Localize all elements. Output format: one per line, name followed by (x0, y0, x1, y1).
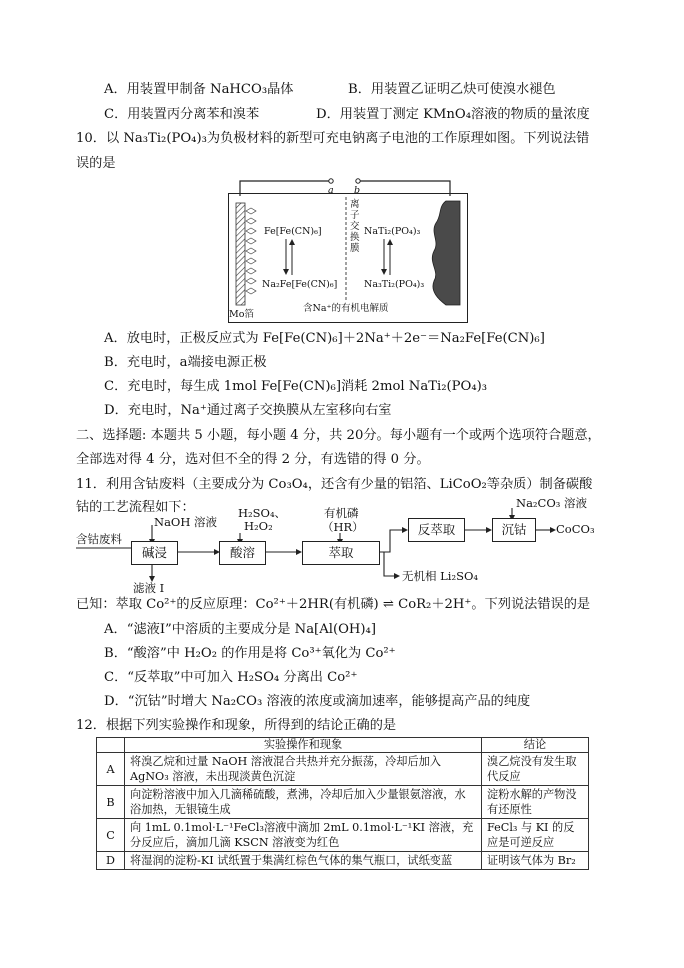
experiment-table (96, 737, 589, 870)
row-conclusion: 溴乙烷没有发生取代反应 (482, 753, 589, 786)
row-conclusion: 证明该气体为 Br₂ (482, 852, 589, 870)
q10-option-a: A．放电时，正极反应式为 Fe[Fe(CN)₆]＋2Na⁺＋2e⁻＝Na₂Fe[Fe(CN)₆] (104, 331, 545, 346)
membrane-char-3: 交 (350, 221, 360, 232)
row-operation: 将溴乙烷和过量 NaOH 溶液混合共热并充分振荡，冷却后加入AgNO₃ 溶液，未出现淡黄色沉淀 (125, 753, 482, 786)
q11-option-a: A．“滤液Ⅰ”中溶质的主要成分是 Na[Al(OH)₄] (104, 622, 376, 637)
left-bottom-species: Na₂Fe[Fe(CN)₆] (262, 279, 338, 290)
electrode-label: Mo箔 (229, 309, 254, 320)
left-top-species: Fe[Fe(CN)₆] (264, 226, 322, 237)
header-operation: 实验操作和现象 (125, 738, 482, 753)
section-heading-line1: 二、选择题: 本题共 5 小题，每小题 4 分，共 20分。每小题有一个或两个选项符合题意， (76, 428, 601, 443)
q11-option-b: B．“酸溶”中 H₂O₂ 的作用是将 Co³⁺氧化为 Co²⁺ (104, 646, 396, 661)
q12-stem: 12．根据下列实验操作和现象，所得到的结论正确的是 (76, 718, 397, 733)
table-row (97, 819, 589, 852)
q9-option-c: C．用装置丙分离苯和溴苯 (104, 107, 260, 122)
aqueous-li2so4: 无机相 Li₂SO₄ (402, 569, 478, 583)
right-bottom-species: Na₃Ti₂(PO₄)₃ (364, 279, 425, 290)
table-header-row (97, 738, 589, 753)
reagent-na2co3: Na₂CO₃ 溶液 (516, 496, 588, 510)
reagent-h2o2: H₂O₂ (244, 519, 273, 533)
row-conclusion: 淀粉水解的产物没有还原性 (482, 786, 589, 819)
step-alkali-leach: 碱浸 (131, 541, 178, 565)
row-label: D (97, 852, 125, 870)
table-row (97, 753, 589, 786)
product-coco3: CoCO₃ (556, 522, 595, 536)
electrolyte-label: 含Na⁺的有机电解质 (303, 303, 389, 314)
step-acid-dissolve: 酸溶 (219, 541, 266, 565)
row-label: B (97, 786, 125, 819)
row-operation: 向淀粉溶液中加入几滴稀硫酸，煮沸，冷却后加入少量银氨溶液，水浴加热，无银镜生成 (125, 786, 482, 819)
header-conclusion: 结论 (482, 738, 589, 753)
q11-option-d: D．“沉钴”时增大 Na₂CO₃ 溶液的浓度或滴加速率，能够提高产品的纯度 (104, 694, 531, 709)
q10-option-d: D．充电时，Na⁺通过离子交换膜从左室移向右室 (104, 403, 392, 418)
q10-option-b: B．充电时，a端接电源正极 (104, 355, 267, 370)
membrane-char-2: 子 (350, 210, 360, 221)
q10-stem-line1: 10．以 Na₃Ti₂(PO₄)₃为负极材料的新型可充电钠离子电池的工作原理如图。下列说法错 (76, 131, 590, 146)
step-extract: 萃取 (302, 541, 380, 565)
q10-stem-line2: 误的是 (76, 156, 116, 171)
q9-option-a: A．用装置甲制备 NaHCO₃晶体 (104, 82, 294, 97)
table-row (97, 786, 589, 819)
q9-option-b: B．用装置乙证明乙炔可使溴水褪色 (348, 82, 556, 97)
terminal-b-label: b (354, 185, 361, 196)
membrane-char-4: 换 (350, 232, 360, 243)
row-label: A (97, 753, 125, 786)
step-precipitate-co: 沉钴 (492, 518, 536, 542)
reagent-h2so4: H₂SO₄、 (238, 506, 287, 520)
waste-filtrate: 滤液 I (133, 581, 165, 595)
q11-stem-line1: 11．利用含钴废料（主要成分为 Co₃O₄，还含有少量的铝箔、LiCoO₂等杂质）制备碳酸 (76, 477, 593, 492)
header-label (97, 738, 125, 753)
step-back-extract: 反萃取 (408, 518, 465, 542)
row-operation: 向 1mL 0.1mol·L⁻¹FeCl₃溶液中滴加 2mL 0.1mol·L⁻¹KI 溶液，充分反应后，滴加几滴 KSCN 溶液变为红色 (125, 819, 482, 852)
terminal-a-label: a (328, 185, 334, 196)
q10-option-c: C．充电时，每生成 1mol Fe[Fe(CN)₆]消耗 2mol NaTi₂(PO₄)₃ (104, 379, 488, 394)
q11-stem-line2: 钴的工艺流程如下： (76, 500, 195, 515)
reagent-naoh: NaOH 溶液 (154, 515, 218, 529)
reagent-hr: （HR） (322, 520, 364, 534)
feed-label: 含钴废料 (76, 532, 122, 546)
table-row (97, 852, 589, 870)
row-conclusion: FeCl₃ 与 KI 的反应是可逆反应 (482, 819, 589, 852)
q11-known: 已知：萃取 Co²⁺的反应原理：Co²⁺＋2HR(有机磷) ⇌ CoR₂＋2H⁺。下列说法错误的是 (76, 597, 591, 612)
row-label: C (97, 819, 125, 852)
right-top-species: NaTi₂(PO₄)₃ (364, 226, 421, 237)
row-operation: 将湿润的淀粉-KI 试纸置于集满红棕色气体的集气瓶口，试纸变蓝 (125, 852, 482, 870)
q9-option-d: D．用装置丁测定 KMnO₄溶液的物质的量浓度 (316, 107, 590, 122)
membrane-char-1: 离 (350, 199, 360, 210)
section-heading-line2: 全部选对得 4 分，选对但不全的得 2 分，有选错的得 0 分。 (76, 452, 430, 467)
membrane-char-5: 膜 (350, 243, 360, 254)
reagent-organic-p: 有机磷 (324, 506, 359, 520)
q11-option-c: C．“反萃取”中可加入 H₂SO₄ 分离出 Co²⁺ (104, 670, 358, 685)
